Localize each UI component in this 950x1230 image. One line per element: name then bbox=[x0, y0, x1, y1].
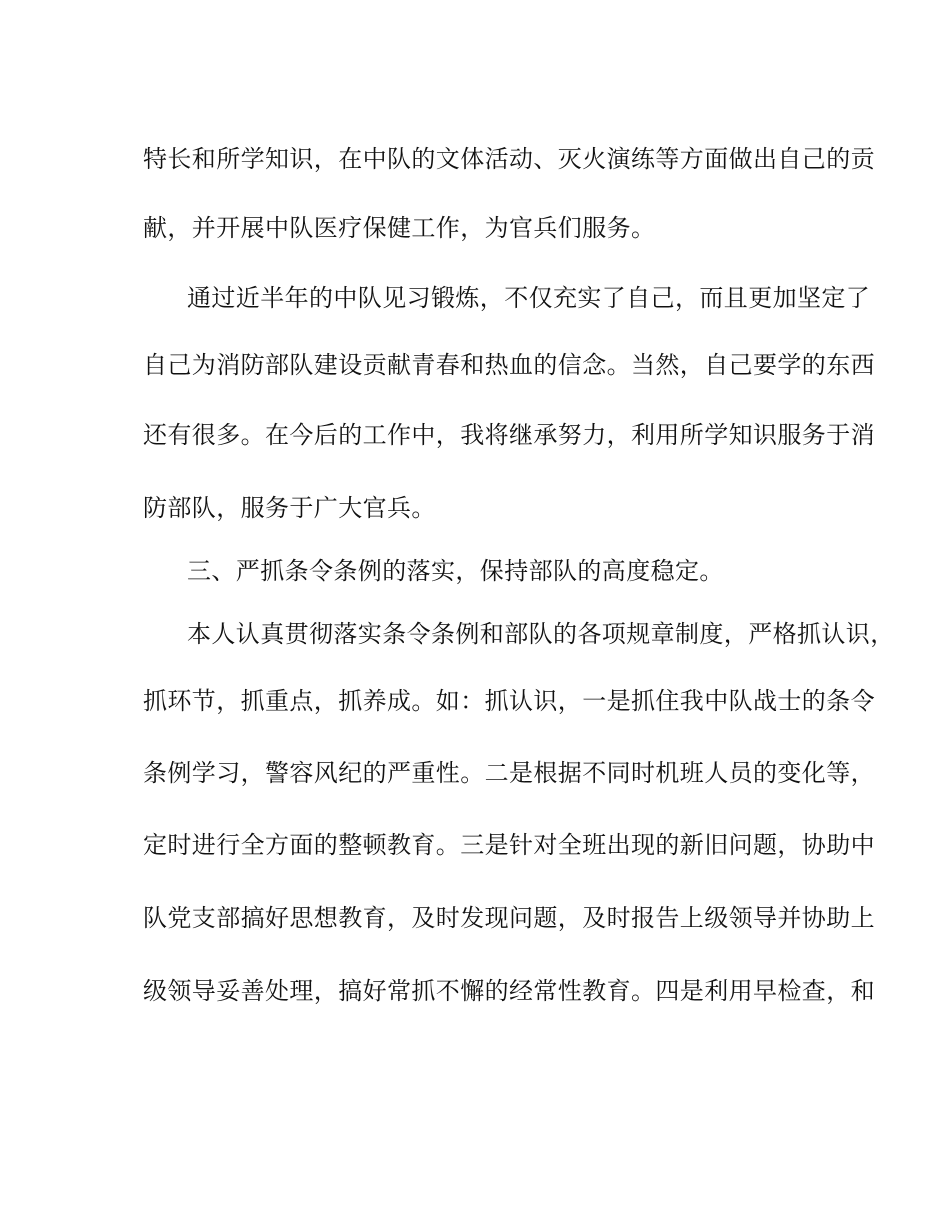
text-line-5: 还有很多。在今后的工作中，我将继承努力，利用所学知识服务于消 bbox=[143, 421, 875, 449]
text-line-12: 队党支部搞好思想教育，及时发现问题，及时报告上级领导并协助上 bbox=[143, 904, 875, 932]
text-line-9: 抓环节，抓重点，抓养成。如：抓认识，一是抓住我中队战士的条令 bbox=[143, 687, 875, 715]
text-line-6: 防部队，服务于广大官兵。 bbox=[143, 494, 436, 522]
text-line-10: 条例学习，警容风纪的严重性。二是根据不同时机班人员的变化等， bbox=[143, 759, 875, 787]
section-heading: 三、严抓条令条例的落实，保持部队的高度稳定。 bbox=[187, 557, 724, 585]
text-line-8: 本人认真贯彻落实条令条例和部队的各项规章制度，严格抓认识， bbox=[187, 620, 895, 648]
text-line-1: 特长和所学知识，在中队的文体活动、灭火演练等方面做出自己的贡 bbox=[143, 145, 875, 173]
text-line-11: 定时进行全方面的整顿教育。三是针对全班出现的新旧问题，协助中 bbox=[143, 831, 875, 859]
text-line-2: 献，并开展中队医疗保健工作，为官兵们服务。 bbox=[143, 214, 656, 242]
text-line-3: 通过近半年的中队见习锻炼，不仅充实了自己，而且更加坚定了 bbox=[187, 284, 871, 312]
text-line-4: 自己为消防部队建设贡献青春和热血的信念。当然，自己要学的东西 bbox=[143, 351, 875, 379]
text-line-13: 级领导妥善处理，搞好常抓不懈的经常性教育。四是利用早检查，和 bbox=[143, 977, 875, 1005]
